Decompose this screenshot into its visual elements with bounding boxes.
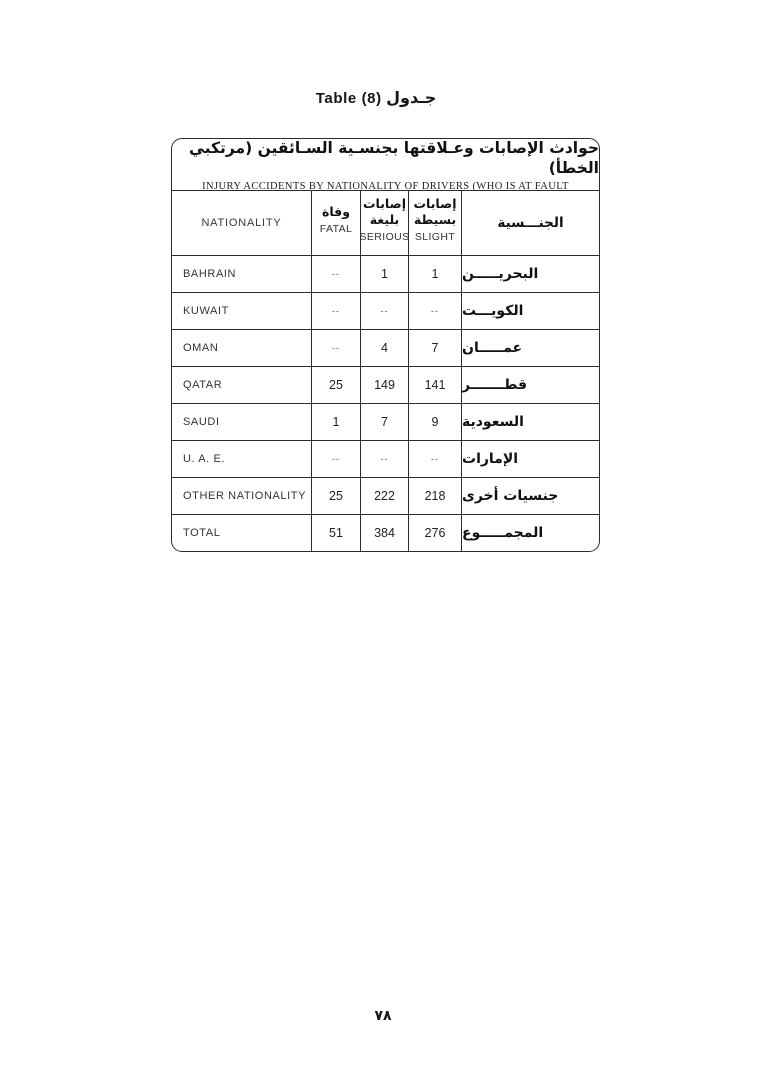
table-row-qatar	[172, 366, 599, 403]
nationality-arabic-cell: الكويـــت	[462, 303, 524, 319]
table-caption-english: INJURY ACCIDENTS BY NATIONALITY OF DRIVERS (WHO IS AT FAULT	[202, 180, 569, 192]
header-fatal-arabic: وفاة	[321, 204, 351, 220]
page-title-arabic: جـدول	[386, 88, 437, 107]
header-serious-english: SERIOUS	[359, 230, 410, 243]
fatal-cell: 25	[312, 367, 361, 403]
nationality-cell: QATAR	[172, 367, 312, 403]
slight-cell: 276	[409, 515, 462, 551]
nationality-cell: KUWAIT	[172, 293, 312, 329]
table-row-kuwait	[172, 292, 599, 329]
serious-cell: --	[361, 441, 409, 477]
injury-accidents-table	[171, 138, 600, 552]
header-fatal-english: FATAL	[319, 222, 353, 235]
table-row-other-nationality	[172, 477, 599, 514]
header-nationality: NATIONALITY	[172, 191, 312, 255]
slight-cell: 1	[409, 256, 462, 292]
page-title	[0, 88, 758, 108]
header-slight-english: SLIGHT	[414, 230, 456, 243]
nationality-arabic-cell: السعودية	[462, 414, 524, 430]
slight-cell: --	[409, 441, 462, 477]
nationality-cell: TOTAL	[172, 515, 312, 551]
slight-cell: 218	[409, 478, 462, 514]
nationality-cell: OMAN	[172, 330, 312, 366]
header-nationality-arabic: الجنـــسية	[497, 215, 564, 231]
table-row-oman	[172, 329, 599, 366]
nationality-arabic-cell: عمـــــان	[462, 340, 523, 356]
table-header-row	[172, 190, 599, 255]
nationality-arabic-cell: جنسيات أخرى	[462, 488, 559, 504]
serious-cell: 384	[361, 515, 409, 551]
table-caption	[172, 139, 599, 190]
nationality-arabic-cell: البحريـــــن	[462, 266, 539, 282]
nationality-cell: OTHER NATIONALITY	[172, 478, 312, 514]
serious-cell: 7	[361, 404, 409, 440]
slight-cell: 141	[409, 367, 462, 403]
serious-cell: 149	[361, 367, 409, 403]
serious-cell: 4	[361, 330, 409, 366]
fatal-cell: --	[312, 330, 361, 366]
fatal-cell: --	[312, 256, 361, 292]
nationality-arabic-cell: الإمارات	[462, 451, 519, 467]
page-number: ٧٨	[374, 1008, 392, 1024]
table-row-uae	[172, 440, 599, 477]
nationality-arabic-cell: قطـــــــر	[462, 377, 528, 393]
header-fatal	[312, 191, 361, 255]
table-row-total	[172, 514, 599, 551]
fatal-cell: 1	[312, 404, 361, 440]
serious-cell: --	[361, 293, 409, 329]
header-slight	[409, 191, 462, 255]
slight-cell: 7	[409, 330, 462, 366]
page-title-latin: Table (8)	[315, 90, 382, 107]
serious-cell: 222	[361, 478, 409, 514]
nationality-cell: BAHRAIN	[172, 256, 312, 292]
header-serious-arabic: إصابات بليغة	[362, 196, 406, 227]
nationality-arabic-cell: المجمـــــوع	[462, 525, 544, 541]
serious-cell: 1	[361, 256, 409, 292]
table-row-saudi	[172, 403, 599, 440]
fatal-cell: --	[312, 293, 361, 329]
fatal-cell: 25	[312, 478, 361, 514]
fatal-cell: 51	[312, 515, 361, 551]
slight-cell: 9	[409, 404, 462, 440]
table-row-bahrain	[172, 255, 599, 292]
slight-cell: --	[409, 293, 462, 329]
table-caption-arabic: حوادث الإصابات وعـلاقتها بجنسـية السـائقين (مرتكبي الخطأ)	[189, 139, 599, 177]
header-slight-arabic: إصابات بسيطة	[413, 196, 457, 227]
header-serious	[361, 191, 409, 255]
fatal-cell: --	[312, 441, 361, 477]
nationality-cell: U. A. E.	[172, 441, 312, 477]
nationality-cell: SAUDI	[172, 404, 312, 440]
